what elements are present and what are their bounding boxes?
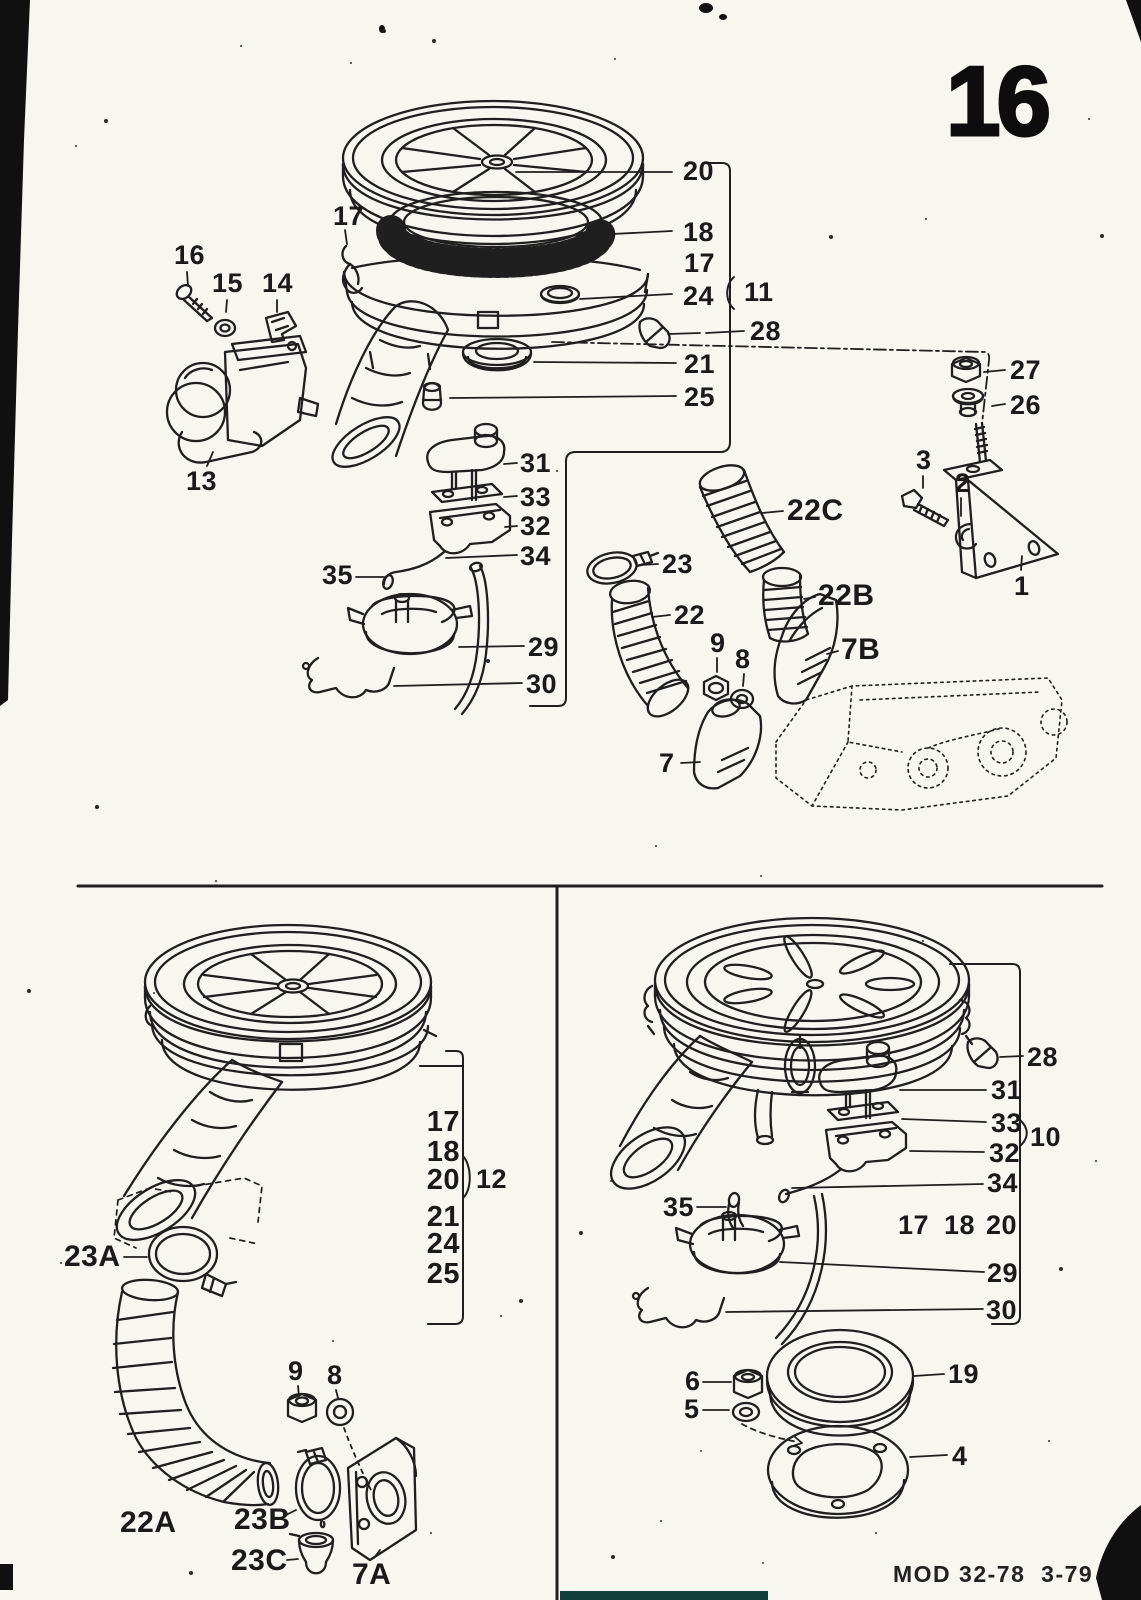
- callout-10: 10: [1030, 1122, 1062, 1152]
- callout-3: 3: [916, 445, 932, 475]
- callout-21: 21: [684, 349, 716, 379]
- callout-9-bl: 9: [288, 1356, 304, 1386]
- callout-23b: 23B: [234, 1503, 291, 1536]
- air-cleaner-exploded-top: [167, 101, 1067, 810]
- list-item-18: 18: [426, 1136, 460, 1168]
- list-item-24: 24: [426, 1228, 460, 1260]
- cap-25: [423, 383, 441, 410]
- callout-17-br: 17: [898, 1210, 930, 1240]
- list-item-25: 25: [426, 1258, 460, 1290]
- callout-28: 28: [750, 316, 782, 346]
- bracket-32-br: [826, 1122, 906, 1171]
- nut-6: [734, 1370, 762, 1398]
- callout-7b: 7B: [841, 633, 881, 666]
- lid-spoked: [145, 925, 431, 1068]
- top-speck: [699, 3, 713, 13]
- callout-28-br: 28: [1027, 1042, 1059, 1072]
- callout-29: 29: [528, 632, 560, 662]
- seal-ring-19: [767, 1330, 913, 1436]
- top-speck: [719, 14, 727, 20]
- callout-13: 13: [186, 466, 218, 496]
- housing: [146, 1006, 436, 1090]
- nut-9-bl: [288, 1394, 316, 1422]
- leg: [755, 1090, 773, 1144]
- elbow-7: [694, 697, 761, 789]
- list-item-17: 17: [426, 1106, 460, 1138]
- spring-strap-30-br: [633, 1288, 724, 1327]
- callout-8: 8: [735, 644, 751, 674]
- bottom-edge-strip: [560, 1591, 768, 1600]
- callout-18: 18: [683, 217, 715, 247]
- clip-17: [343, 246, 362, 293]
- callout-22a: 22A: [120, 1506, 177, 1539]
- funnel-23c: [290, 1533, 333, 1573]
- callout-33: 33: [520, 482, 552, 512]
- callout-32-br: 32: [989, 1138, 1021, 1168]
- washer-5: [733, 1403, 759, 1421]
- callout-7: 7: [659, 748, 675, 778]
- plate-33: [432, 484, 502, 502]
- callout-2: 2: [955, 468, 971, 498]
- bottom-right-blob: [1096, 1505, 1141, 1600]
- top-right-corner: [1126, 0, 1141, 42]
- toggle-clamp: [785, 1036, 815, 1093]
- callout-20-br: 20: [986, 1210, 1018, 1240]
- port-24: [541, 286, 579, 303]
- callout-29-br: 29: [987, 1258, 1019, 1288]
- callout-31: 31: [520, 448, 552, 478]
- callout-22: 22: [674, 600, 706, 630]
- plate-33-br: [828, 1102, 898, 1120]
- regulator-29: [348, 594, 472, 654]
- callout-34: 34: [520, 541, 552, 571]
- callout-18-br: 18: [944, 1210, 976, 1240]
- callout-19: 19: [948, 1359, 980, 1389]
- list-item-20: 20: [426, 1164, 460, 1196]
- callout-20: 20: [683, 156, 715, 186]
- leader-lines-top: [187, 172, 1022, 763]
- screw-16: [174, 282, 212, 321]
- callout-14: 14: [262, 268, 294, 298]
- callout-22c: 22C: [787, 494, 844, 527]
- bracket-7a: [348, 1438, 416, 1560]
- callout-32: 32: [520, 511, 552, 541]
- callout-25: 25: [684, 382, 716, 412]
- callout-11: 11: [744, 277, 774, 307]
- callout-34-br: 34: [987, 1168, 1019, 1198]
- clamp-23b: [296, 1448, 340, 1527]
- callout-30-br: 30: [986, 1295, 1018, 1325]
- air-cleaner-bottom-left: [107, 925, 470, 1573]
- callout-23a: 23A: [64, 1240, 121, 1273]
- callout-16: 16: [174, 240, 206, 270]
- carburetor-ghost: [114, 1178, 262, 1248]
- bolt-3: [902, 490, 948, 526]
- engine-ghost: [776, 678, 1067, 810]
- bracket-32: [430, 504, 510, 553]
- bottom-left-mark: [0, 1564, 13, 1590]
- stud: [975, 423, 987, 462]
- callout-15: 15: [212, 268, 244, 298]
- clip-left: [645, 986, 654, 1034]
- list-item-21: 21: [426, 1201, 460, 1233]
- hose-34: [382, 552, 488, 714]
- nut-9: [704, 676, 728, 700]
- callout-9: 9: [710, 628, 726, 658]
- top-speck: [379, 25, 385, 33]
- callout-12: 12: [476, 1164, 508, 1194]
- callout-33-br: 33: [991, 1108, 1023, 1138]
- spring-strap-30: [303, 658, 394, 697]
- regulator-29-br: [676, 1212, 799, 1273]
- callout-35-br: 35: [663, 1192, 695, 1222]
- callout-4: 4: [952, 1441, 968, 1471]
- callout-23c: 23C: [231, 1544, 288, 1577]
- callout-26: 26: [1010, 390, 1042, 420]
- callout-30: 30: [526, 669, 558, 699]
- callout-8-bl: 8: [327, 1360, 343, 1390]
- hose-22a: [113, 1278, 280, 1506]
- callout-17-left: 17: [333, 201, 365, 231]
- callout-27: 27: [1010, 355, 1042, 385]
- grommet-26: [953, 389, 983, 416]
- callout-23: 23: [662, 549, 694, 579]
- thermo-valve-13: [167, 336, 318, 463]
- washer-15: [215, 320, 235, 336]
- scan-speckles: [0, 0, 2, 2]
- callout-24: 24: [683, 281, 715, 311]
- left-edge-bar: [0, 0, 30, 706]
- page-number: 16: [946, 46, 1048, 156]
- callout-31-br: 31: [991, 1075, 1023, 1105]
- callout-22b: 22B: [818, 579, 875, 612]
- washer-8-bl: [327, 1399, 353, 1425]
- callout-35: 35: [322, 560, 354, 590]
- grommet-21: [463, 339, 531, 370]
- hose-22c: [697, 460, 784, 572]
- callout-5: 5: [684, 1394, 700, 1424]
- footer-revision-code: MOD 32-78 3-79: [893, 1561, 1094, 1587]
- callout-17-right: 17: [684, 248, 716, 278]
- nut-27: [952, 357, 980, 382]
- callout-6: 6: [685, 1366, 701, 1396]
- callout-1: 1: [1014, 571, 1030, 601]
- clamp-23a: [149, 1227, 236, 1296]
- callout-7a: 7A: [352, 1558, 392, 1591]
- hose-34-br: [776, 1170, 840, 1344]
